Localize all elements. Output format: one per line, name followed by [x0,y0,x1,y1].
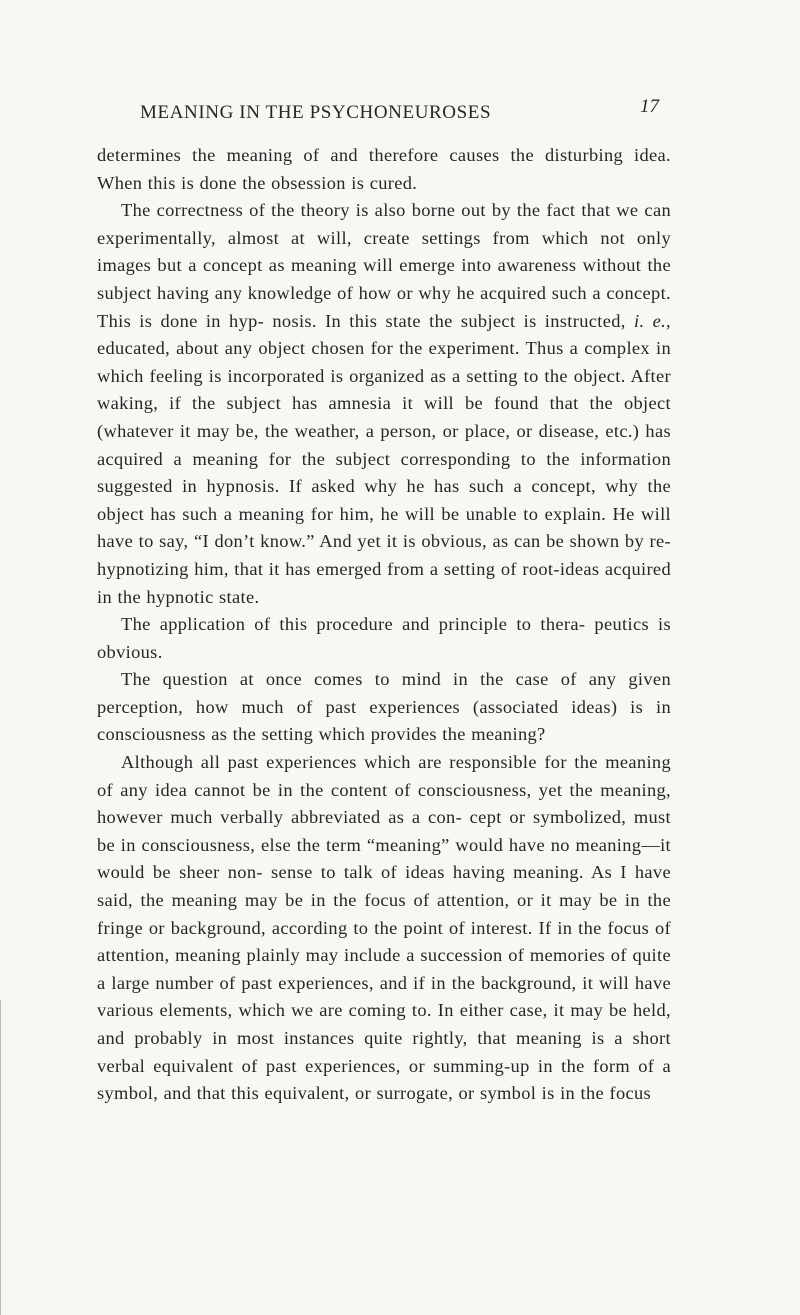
page-number: 17 [640,96,659,117]
italic-abbreviation: i. e., [633,310,672,331]
running-head [0,96,800,127]
paragraph [97,197,671,611]
paragraph: The application of this procedure and principle to thera- peutics is obvious. [97,614,671,662]
paragraph: Although all past experiences which are responsible for the meaning of any idea cannot be in the content of consciousness, yet the meaning, however much verbally abbreviated as a con- cept or symbolized, must be in consciousness, else the term “meaning” would have no meaning—it would be sheer non- sense to talk of ideas having meaning. As I have said, the meaning may be in the focus of attention, or it may be in the fringe or background, according to the point of interest. If in the focus of attention, meaning plainly may include a succession of memories of quite a large number of past experiences, and if in the background, it will have various elements, which we are coming to. In either case, it may be held, and probably in most instances quite rightly, that meaning is a short verbal equivalent of past experiences, or summing-up in the form of a symbol, and that this equivalent, or surrogate, or symbol is in the focus [97,752,671,1104]
paragraph-text: The correctness of the theory is also borne out by the fact that we can experimentally, almost at will, create settings from which not only images but a concept as meaning will emerge into awareness without the subject having any knowledge of how or why he acquired such a concept. This is done in hyp- nosis. In this state the subject is instructed, [97,200,671,331]
paragraph: determines the meaning of and therefore causes the disturbing idea. When this is done the obsession is cured. [97,145,671,193]
body-text [97,142,671,1108]
paragraph-text: educated, about any object chosen for the experiment. Thus a complex in which feeling is incorporated is organized as a setting to the object. After waking, if the subject has amnesia it will be found that the object (whatever it may be, the weather, a person, or place, or disease, etc.) has acquired a meaning for the subject corresponding to the information suggested in hypnosis. If asked why he has such a concept, why the object has such a meaning for him, he will be unable to explain. He will have to say, “I don’t know.” And yet it is obvious, as can be shown by re-hypnotizing him, that it has emerged from a setting of root-ideas acquired in the hypnotic state. [97,338,671,607]
running-title: MEANING IN THE PSYCHONEUROSES [140,102,492,123]
page-edge-line [0,1000,1,1315]
paragraph: The question at once comes to mind in the case of any given perception, how much of past experiences (associated ideas) is in consciousness as the setting which provides the meaning? [97,669,671,745]
